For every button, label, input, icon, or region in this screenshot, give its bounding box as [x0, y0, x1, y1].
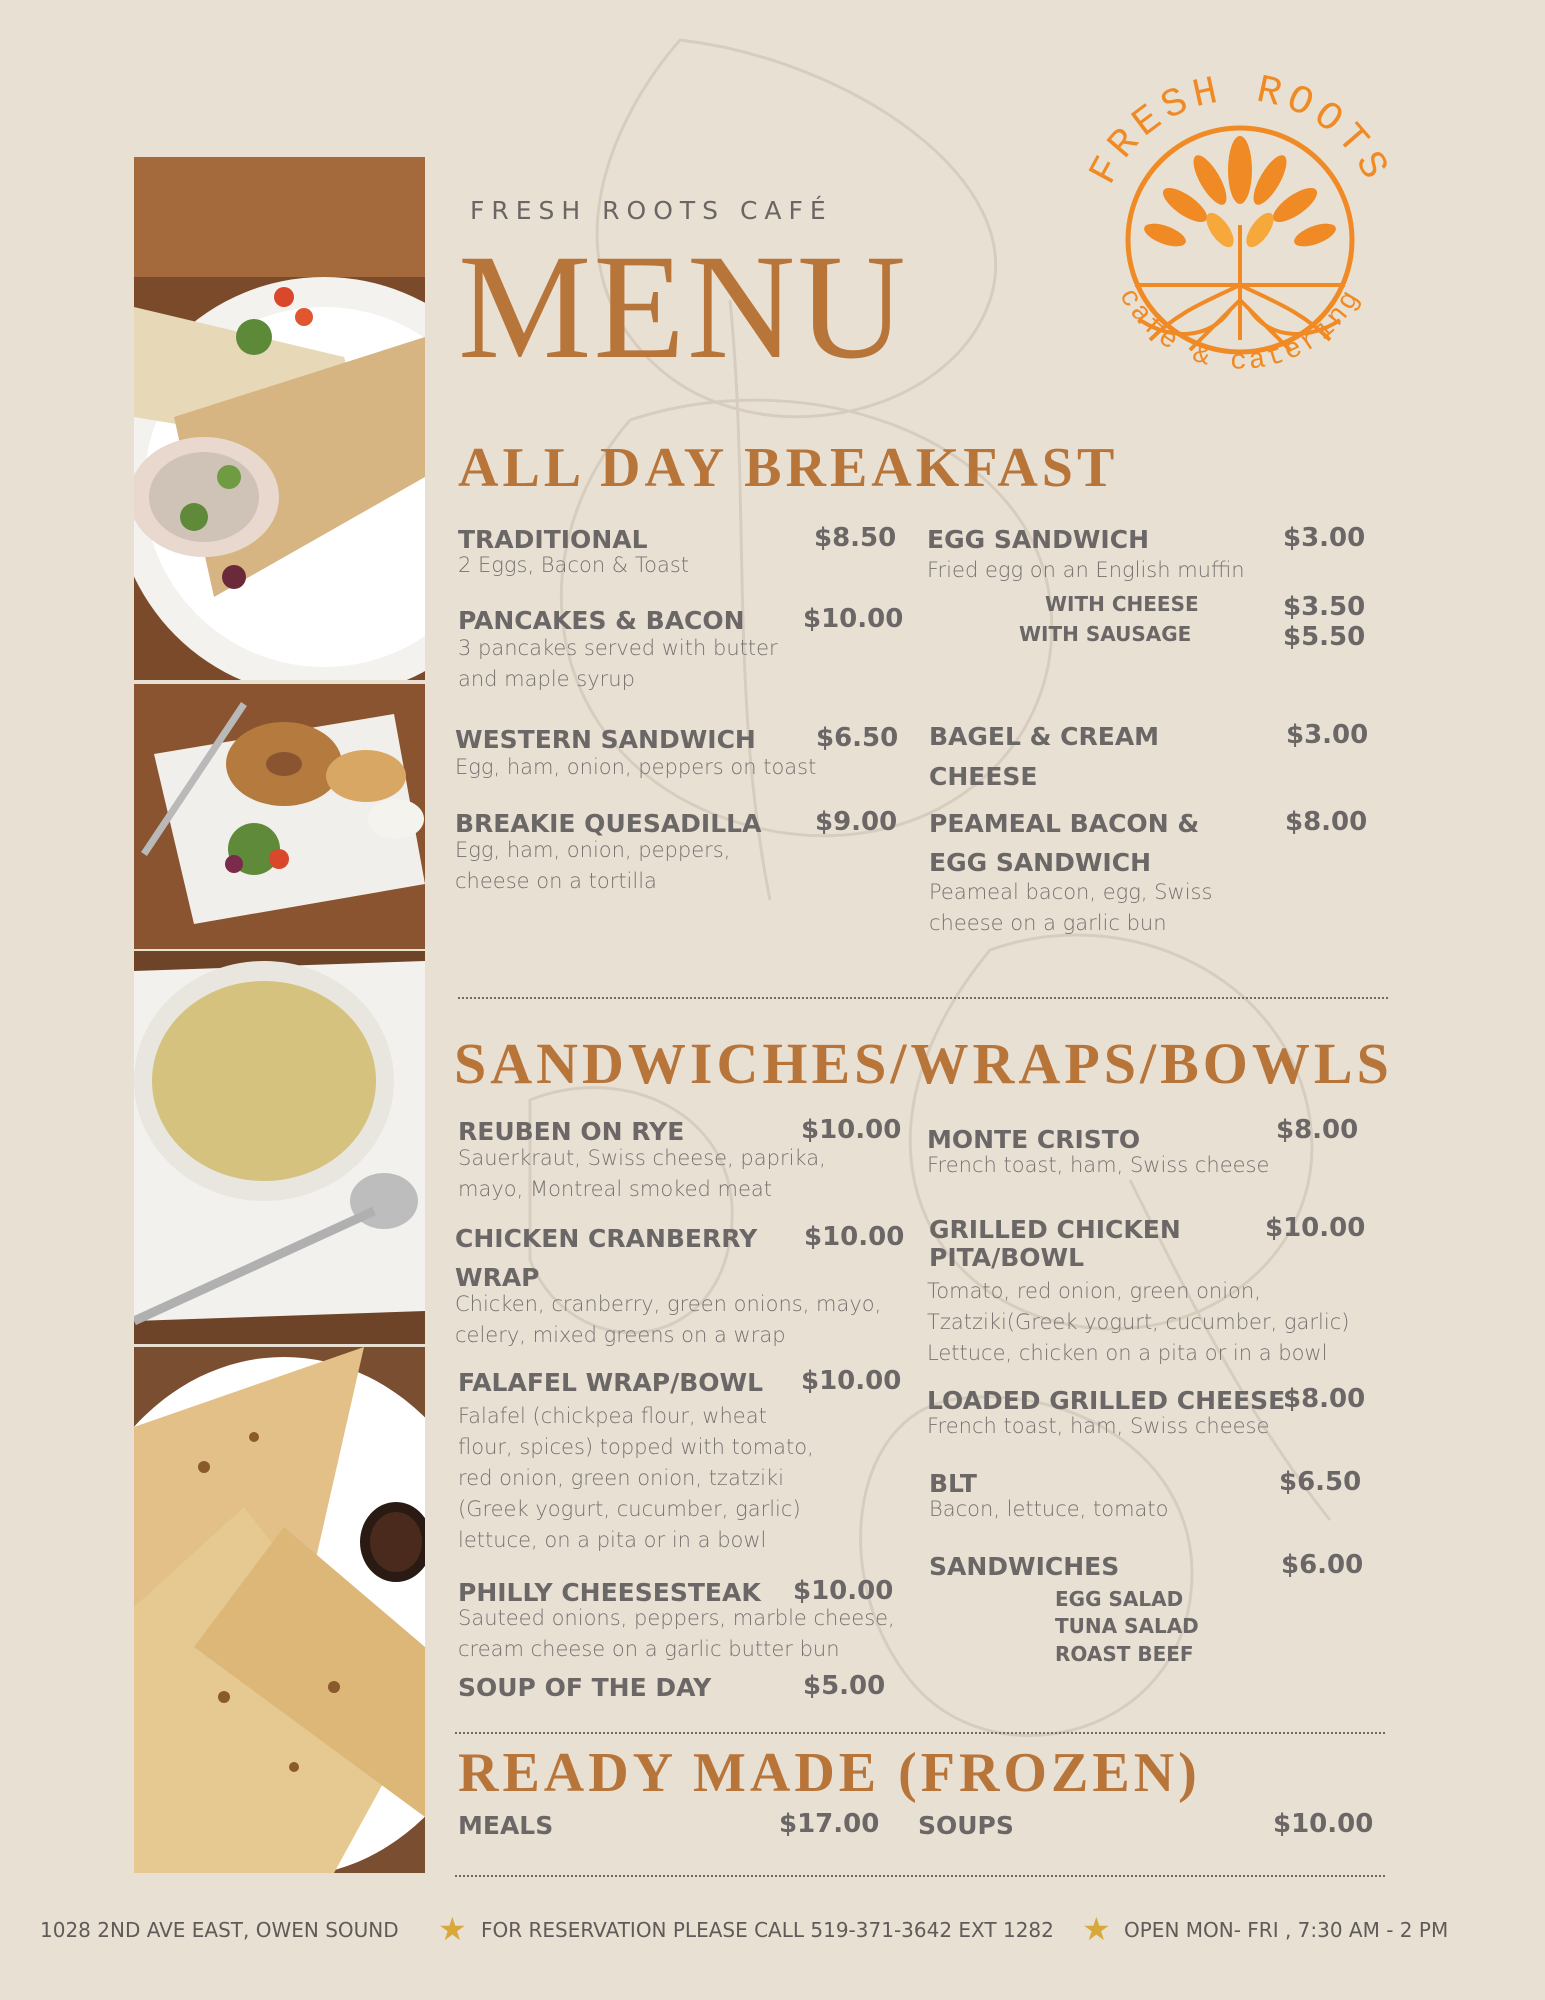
item-name: EGG SANDWICH: [927, 525, 1149, 554]
option-with-sausage: WITH SAUSAGE: [1019, 622, 1192, 646]
item-name: MONTE CRISTO: [927, 1125, 1141, 1154]
item-description: Fried egg on an English muffin: [927, 558, 1245, 582]
food-photo-strip: [134, 157, 425, 1873]
item-price: $10.00: [801, 1115, 902, 1145]
item-price: $8.00: [1283, 1384, 1366, 1414]
footer-reservation: FOR RESERVATION PLEASE CALL 519-371-3642 EXT 1282: [481, 1918, 1054, 1942]
item-description: Tzatziki(Greek yogurt, cucumber, garlic): [927, 1310, 1350, 1334]
item-price: $10.00: [793, 1576, 894, 1606]
item-price: $10.00: [803, 604, 904, 634]
item-description: (Greek yogurt, cucumber, garlic): [458, 1497, 801, 1521]
item-name: GRILLED CHICKEN: [929, 1215, 1181, 1244]
item-name: PEAMEAL BACON &: [929, 809, 1200, 838]
breakfast-section-title: ALL DAY BREAKFAST: [458, 437, 1119, 499]
item-description: 3 pancakes served with butter: [458, 636, 778, 660]
item-price: $6.50: [816, 723, 899, 753]
menu-title: MENU: [458, 224, 908, 390]
item-price: $10.00: [801, 1366, 902, 1396]
item-price: $9.00: [815, 807, 898, 837]
item-description: flour, spices) topped with tomato,: [458, 1435, 814, 1459]
item-description: French toast, ham, Swiss cheese: [927, 1414, 1270, 1438]
item-description: Sauteed onions, peppers, marble cheese,: [458, 1606, 895, 1630]
soup-photo: [134, 951, 425, 1344]
item-description: Sauerkraut, Swiss cheese, paprika,: [458, 1146, 826, 1170]
item-price: $10.00: [804, 1222, 905, 1252]
svg-text:FRESH ROOTS: FRESH ROOTS: [1081, 68, 1399, 193]
item-name: REUBEN ON RYE: [458, 1117, 685, 1146]
sandwiches-section-title: SANDWICHES/WRAPS/BOWLS: [454, 1031, 1393, 1096]
item-name: SOUP OF THE DAY: [458, 1673, 712, 1702]
cafe-name: FRESH ROOTS CAFÉ: [470, 196, 833, 225]
item-description: mayo, Montreal smoked meat: [458, 1177, 772, 1201]
item-description: cheese on a garlic bun: [929, 911, 1167, 935]
frozen-section-title: READY MADE (FROZEN): [458, 1742, 1201, 1804]
item-description: Chicken, cranberry, green onions, mayo,: [455, 1292, 882, 1316]
item-description: celery, mixed greens on a wrap: [455, 1323, 786, 1347]
item-name: PANCAKES & BACON: [458, 606, 745, 635]
quesadilla-photo: [134, 1347, 425, 1873]
section-divider: [455, 1732, 1385, 1734]
item-price: $5.00: [803, 1671, 886, 1701]
footer: [0, 1910, 1545, 1958]
item-name: WESTERN SANDWICH: [455, 725, 756, 754]
item-price: $8.00: [1276, 1115, 1359, 1145]
item-price: $8.50: [814, 523, 897, 553]
item-price: $3.00: [1283, 523, 1366, 553]
item-description: and maple syrup: [458, 667, 635, 691]
item-description: French toast, ham, Swiss cheese: [927, 1153, 1270, 1177]
item-name: PITA/BOWL: [929, 1243, 1085, 1272]
item-name: WRAP: [455, 1263, 540, 1292]
option-tuna-salad: TUNA SALAD: [1055, 1614, 1199, 1638]
bagel-photo: [134, 684, 425, 949]
item-description: Tomato, red onion, green onion,: [927, 1279, 1261, 1303]
wrap-photo: [134, 157, 425, 680]
option-roast-beef: ROAST BEEF: [1055, 1642, 1194, 1666]
option-egg-salad: EGG SALAD: [1055, 1587, 1184, 1611]
option-with-cheese: WITH CHEESE: [1045, 592, 1199, 616]
item-price: $8.00: [1285, 807, 1368, 837]
item-price: $10.00: [1265, 1213, 1366, 1243]
item-name: CHEESE: [929, 762, 1038, 791]
item-description: Egg, ham, onion, peppers,: [455, 838, 731, 862]
footer-hours: OPEN MON- FRI , 7:30 AM - 2 PM: [1124, 1918, 1449, 1942]
item-description: cheese on a tortilla: [455, 869, 657, 893]
item-price: $6.00: [1281, 1550, 1364, 1580]
section-divider: [455, 1875, 1385, 1877]
item-name: SOUPS: [918, 1811, 1014, 1840]
footer-address: 1028 2ND AVE EAST, OWEN SOUND: [40, 1918, 399, 1942]
item-description: Falafel (chickpea flour, wheat: [458, 1404, 767, 1428]
star-icon: ★: [438, 1910, 467, 1948]
item-description: Lettuce, chicken on a pita or in a bowl: [927, 1341, 1328, 1365]
item-description: 2 Eggs, Bacon & Toast: [458, 553, 689, 577]
item-name: TRADITIONAL: [458, 525, 648, 554]
item-name: CHICKEN CRANBERRY: [455, 1224, 758, 1253]
item-description: Bacon, lettuce, tomato: [929, 1497, 1169, 1521]
item-name: SANDWICHES: [929, 1552, 1120, 1581]
item-description: Peameal bacon, egg, Swiss: [929, 880, 1213, 904]
item-description: red onion, green onion, tzatziki: [458, 1466, 784, 1490]
item-name: BLT: [929, 1469, 977, 1498]
item-name: EGG SANDWICH: [929, 848, 1151, 877]
item-name: MEALS: [458, 1811, 554, 1840]
option-price: $3.50: [1283, 592, 1366, 622]
item-description: Egg, ham, onion, peppers on toast: [455, 755, 817, 779]
item-description: cream cheese on a garlic butter bun: [458, 1637, 840, 1661]
item-price: $6.50: [1279, 1467, 1362, 1497]
star-icon: ★: [1082, 1910, 1111, 1948]
svg-text:café & catering: café & catering: [1111, 283, 1369, 378]
item-name: LOADED GRILLED CHEESE: [927, 1386, 1286, 1415]
option-price: $5.50: [1283, 622, 1366, 652]
item-name: BREAKIE QUESADILLA: [455, 809, 762, 838]
item-description: lettuce, on a pita or in a bowl: [458, 1528, 767, 1552]
item-price: $17.00: [779, 1809, 880, 1839]
item-price: $3.00: [1286, 720, 1369, 750]
fresh-roots-logo: [1040, 40, 1440, 440]
item-name: BAGEL & CREAM: [929, 722, 1160, 751]
section-divider: [458, 997, 1388, 999]
item-name: PHILLY CHEESESTEAK: [458, 1578, 761, 1607]
item-price: $10.00: [1273, 1809, 1374, 1839]
item-name: FALAFEL WRAP/BOWL: [458, 1368, 764, 1397]
